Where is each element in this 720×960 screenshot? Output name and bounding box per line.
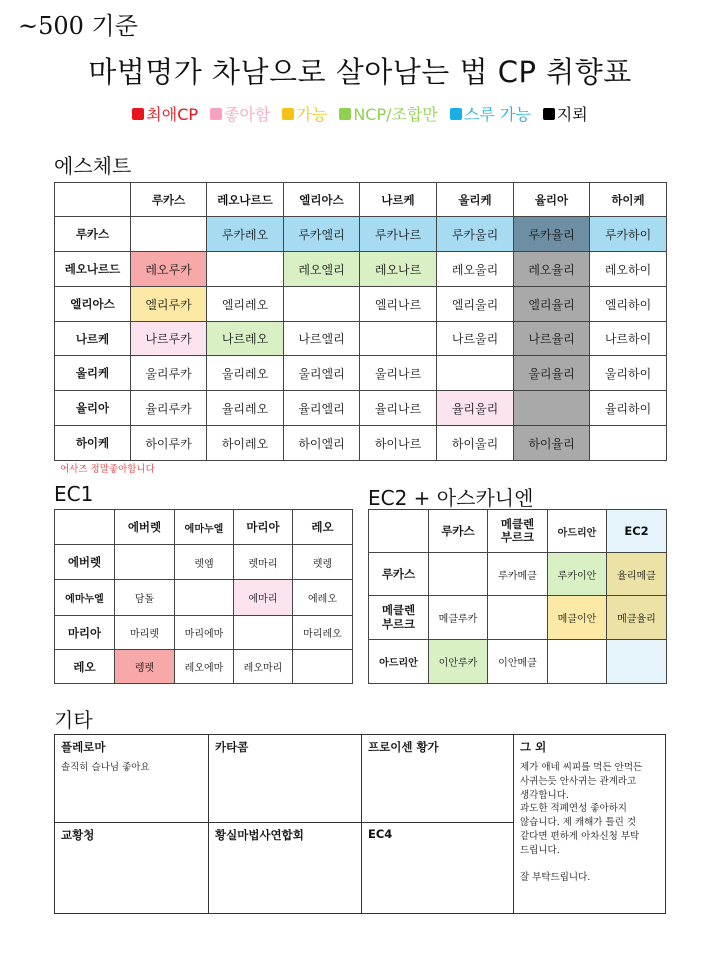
pair-cell: 루카나르: [360, 217, 437, 252]
pair-cell: [293, 650, 353, 684]
legend-label: 최애CP: [146, 105, 199, 124]
pair-cell: 레오하이: [590, 252, 667, 287]
legend-swatch: [282, 108, 294, 120]
pair-cell: 울리나르: [360, 356, 437, 391]
etc-title: 카타콤: [215, 740, 249, 754]
table-corner: [55, 183, 131, 217]
row-header: 아드리안: [369, 640, 429, 684]
table-row: [369, 553, 667, 596]
legend-swatch: [339, 108, 351, 120]
pair-cell: 루카이안: [548, 553, 607, 596]
legend-item-ncp: [339, 102, 438, 125]
etc-title: 그 외: [520, 740, 547, 754]
pair-cell: 렛렝: [293, 545, 353, 580]
column-header: 엘리아스: [284, 183, 360, 217]
pair-cell: [429, 553, 488, 596]
table-row: [55, 252, 667, 287]
section-heading-ec2: EC2 + 아스카니엔: [368, 486, 534, 510]
pair-cell: 레오울리: [437, 252, 514, 287]
column-header: 율리아: [514, 183, 590, 217]
table-row: [55, 217, 667, 252]
pair-cell: 레오루카: [131, 252, 207, 287]
pair-cell: 레오마리: [234, 650, 293, 684]
table-row: [55, 580, 353, 616]
pair-cell: 율리나르: [360, 391, 437, 426]
esthete-table: [54, 182, 667, 461]
column-header: 아드리안: [548, 510, 607, 553]
pair-cell: 레오율리: [514, 252, 590, 287]
column-header: EC2: [607, 510, 667, 553]
corner-note: ~500 기준: [18, 12, 138, 40]
pair-cell: [607, 640, 667, 684]
etc-title: 교황청: [61, 828, 95, 842]
column-header: 레오: [293, 510, 353, 545]
row-header: 메클렌 부르크: [369, 596, 429, 640]
pair-cell: 이안메클: [488, 640, 548, 684]
pair-cell: 마리렛: [115, 616, 175, 650]
legend-item-like: [210, 102, 270, 125]
table-row: [369, 640, 667, 684]
pair-cell: 렝렛: [115, 650, 175, 684]
table-row: [55, 287, 667, 322]
pair-cell: 하이레오: [207, 426, 284, 461]
row-header: 에버렛: [55, 545, 115, 580]
column-header: 메클렌 부르크: [488, 510, 548, 553]
etc-box: [54, 734, 666, 914]
pair-cell: 이안루카: [429, 640, 488, 684]
pair-cell: 울리루카: [131, 356, 207, 391]
etc-cell-pleroma: [55, 735, 209, 823]
pair-cell: [590, 426, 667, 461]
pair-cell: 울리레오: [207, 356, 284, 391]
legend-swatch: [132, 108, 144, 120]
legend-label: 스루 가능: [463, 105, 531, 124]
pair-cell: 울리엘리: [284, 356, 360, 391]
pair-cell: [131, 217, 207, 252]
legend-item-possible: [282, 102, 327, 125]
etc-title: EC4: [368, 827, 393, 841]
table-row: [55, 426, 667, 461]
pair-cell: 나르엘리: [284, 322, 360, 356]
pair-cell: 렛엠: [175, 545, 234, 580]
row-header: 마리아: [55, 616, 115, 650]
legend-label: NCP/조합만: [353, 105, 438, 124]
row-header: 레오: [55, 650, 115, 684]
pair-cell: 울리율리: [514, 356, 590, 391]
pair-cell: 율리메클: [607, 553, 667, 596]
pair-cell: 나르율리: [514, 322, 590, 356]
pair-cell: 에레오: [293, 580, 353, 616]
pair-cell: 루카하이: [590, 217, 667, 252]
legend-label: 가능: [296, 105, 328, 124]
page-title: 마법명가 차남으로 살아남는 법 CP 취향표: [88, 55, 632, 89]
column-header: 나르케: [360, 183, 437, 217]
pair-cell: 하이엘리: [284, 426, 360, 461]
pair-cell: 율리울리: [437, 391, 514, 426]
etc-title: 프로이센 황가: [368, 740, 439, 754]
column-header: 하이케: [590, 183, 667, 217]
etc-title: 황실마법사연합회: [215, 828, 304, 842]
pair-cell: 하이율리: [514, 426, 590, 461]
pair-cell: 엘리울리: [437, 287, 514, 322]
row-header: 하이케: [55, 426, 131, 461]
etc-cell-prussia: [362, 735, 514, 823]
pair-cell: 레오엘리: [284, 252, 360, 287]
table-row: [55, 322, 667, 356]
etc-cell-catacomb: [209, 735, 362, 823]
table-header-row: [55, 510, 353, 545]
row-header: 루카스: [55, 217, 131, 252]
column-header: 에버렛: [115, 510, 175, 545]
row-header: 레오나르드: [55, 252, 131, 287]
pair-cell: 나르하이: [590, 322, 667, 356]
pair-cell: 마리에마: [175, 616, 234, 650]
ec2-table: [368, 509, 667, 684]
pair-cell: [175, 580, 234, 616]
etc-cell-others: [514, 735, 665, 913]
pair-cell: 레오나르: [360, 252, 437, 287]
pair-cell: 담돌: [115, 580, 175, 616]
table-header-row: [55, 183, 667, 217]
pair-cell: 메클율리: [607, 596, 667, 640]
legend-swatch: [450, 108, 462, 120]
column-header: 루카스: [429, 510, 488, 553]
etc-cell-ec4: [362, 823, 514, 913]
pair-cell: 나르울리: [437, 322, 514, 356]
legend-item-favorite: [132, 102, 198, 125]
esthete-note: 어사즈 정말좋아합니다: [60, 464, 155, 475]
pair-cell: 루카엘리: [284, 217, 360, 252]
pair-cell: 엘리나르: [360, 287, 437, 322]
table-row: [369, 596, 667, 640]
pair-cell: 마리레오: [293, 616, 353, 650]
etc-title: 플레로마: [61, 740, 106, 754]
section-heading-ec1: EC1: [54, 482, 94, 506]
pair-cell: [437, 356, 514, 391]
row-header: 울리케: [55, 356, 131, 391]
table-row: [55, 545, 353, 580]
pair-cell: 메클루카: [429, 596, 488, 640]
table-row: [55, 616, 353, 650]
row-header: 엘리아스: [55, 287, 131, 322]
table-row: [55, 356, 667, 391]
row-header: 루카스: [369, 553, 429, 596]
pair-cell: 루카율리: [514, 217, 590, 252]
pair-cell: [115, 545, 175, 580]
legend-item-landmine: [543, 102, 588, 125]
section-heading-esthete: 에스체트: [54, 154, 132, 178]
row-header: 에마누엘: [55, 580, 115, 616]
pair-cell: 율리엘리: [284, 391, 360, 426]
pair-cell: 메클이안: [548, 596, 607, 640]
pair-cell: 렛마리: [234, 545, 293, 580]
pair-cell: 울리하이: [590, 356, 667, 391]
table-corner: [369, 510, 429, 553]
column-header: 울리케: [437, 183, 514, 217]
pair-cell: 하이나르: [360, 426, 437, 461]
row-header: 나르케: [55, 322, 131, 356]
pair-cell: 엘리레오: [207, 287, 284, 322]
legend: [0, 102, 720, 125]
column-header: 레오나르드: [207, 183, 284, 217]
pair-cell: 루카메클: [488, 553, 548, 596]
pair-cell: 루카레오: [207, 217, 284, 252]
legend-swatch: [210, 108, 222, 120]
pair-cell: 율리하이: [590, 391, 667, 426]
etc-text: 제가 애네 씨피를 먹든 안먹든 사귀는듯 안사귀는 관계라고 생각합니다. 과도한 적폐연성 좋아하지 않습니다. 제 캐해가 틀린 것 같다면 편하게 아차신청 부탁 드립니다. 잘 부탁드립니다.: [520, 762, 643, 884]
column-header: 에마누엘: [175, 510, 234, 545]
column-header: 마리아: [234, 510, 293, 545]
pair-cell: 나르루카: [131, 322, 207, 356]
pair-cell: 하이루카: [131, 426, 207, 461]
etc-cell-vatican: [55, 823, 209, 913]
etc-cell-imperial-mages: [209, 823, 362, 913]
pair-cell: 엘리하이: [590, 287, 667, 322]
table-corner: [55, 510, 115, 545]
pair-cell: [360, 322, 437, 356]
ec1-table: [54, 509, 353, 684]
pair-cell: 하이울리: [437, 426, 514, 461]
legend-item-through: [450, 102, 531, 125]
legend-label: 지뢰: [556, 105, 588, 124]
etc-text: 솔직히 슬나님 좋아요: [61, 762, 150, 773]
pair-cell: [514, 391, 590, 426]
pair-cell: 엘리율리: [514, 287, 590, 322]
pair-cell: [234, 616, 293, 650]
legend-swatch: [543, 108, 555, 120]
pair-cell: 율리레오: [207, 391, 284, 426]
section-heading-etc: 기타: [54, 708, 93, 732]
table-row: [55, 391, 667, 426]
pair-cell: 레오에마: [175, 650, 234, 684]
pair-cell: 율리루카: [131, 391, 207, 426]
column-header: 루카스: [131, 183, 207, 217]
row-header: 율리아: [55, 391, 131, 426]
pair-cell: 나르레오: [207, 322, 284, 356]
pair-cell: [284, 287, 360, 322]
table-row: [55, 650, 353, 684]
pair-cell: [488, 596, 548, 640]
pair-cell: [207, 252, 284, 287]
pair-cell: 루카울리: [437, 217, 514, 252]
table-header-row: [369, 510, 667, 553]
legend-label: 좋아함: [224, 105, 271, 124]
pair-cell: 엘리루카: [131, 287, 207, 322]
pair-cell: 에마리: [234, 580, 293, 616]
pair-cell: [548, 640, 607, 684]
